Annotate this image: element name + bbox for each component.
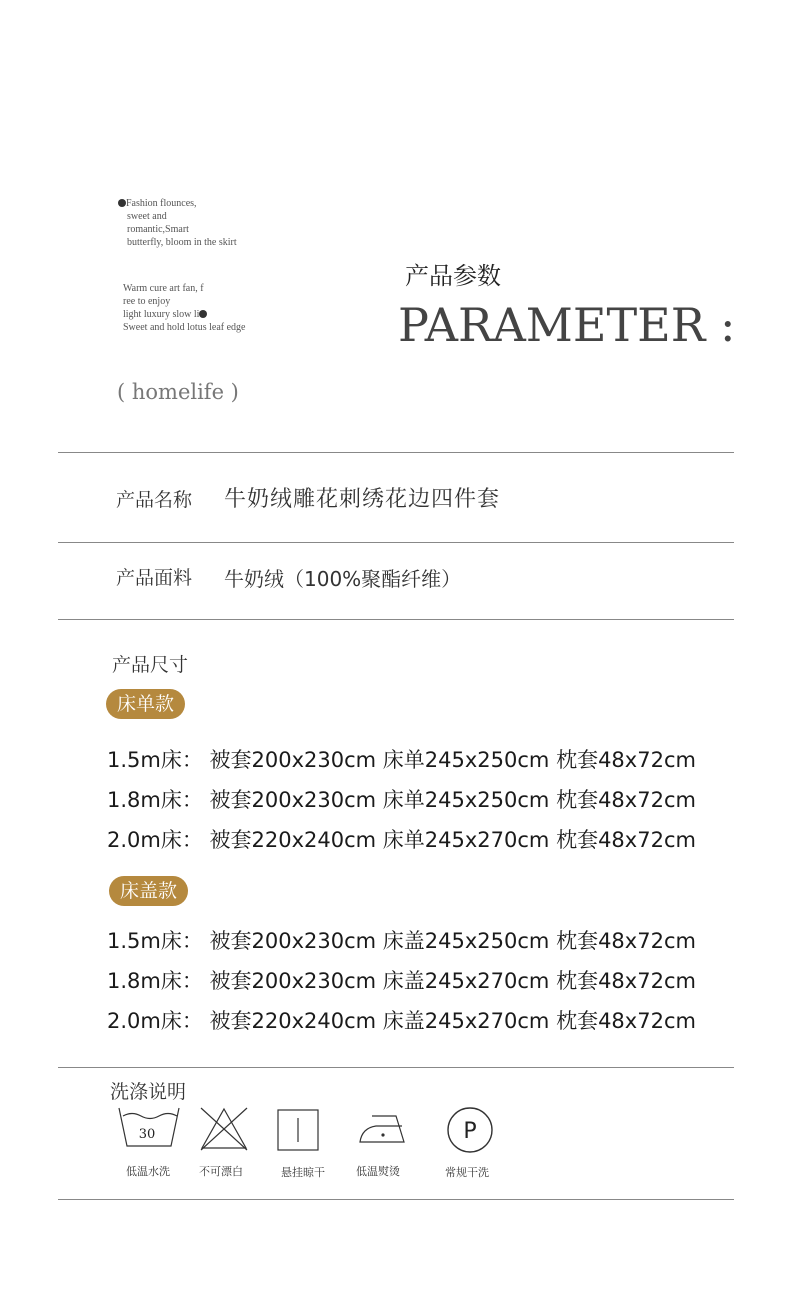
dry-clean-icon bbox=[446, 1106, 494, 1154]
divider bbox=[58, 619, 734, 620]
size-row: 2.0m床： 被套220x240cm 床单245x270cm 枕套48x72cm bbox=[107, 828, 696, 852]
dry-clean-letter: P bbox=[463, 1119, 477, 1144]
product-name-value: 牛奶绒雕花刺绣花边四件套 bbox=[224, 487, 501, 512]
care-item-label: 不可漂白 bbox=[199, 1165, 243, 1178]
size-row: 1.8m床： 被套200x230cm 床单245x250cm 枕套48x72cm bbox=[107, 788, 696, 812]
care-item-label: 常规干洗 bbox=[445, 1166, 489, 1179]
bullet-dot-icon bbox=[118, 199, 126, 207]
brand-name: ( homelife ) bbox=[117, 380, 239, 404]
divider bbox=[58, 1199, 734, 1200]
deco-line: Fashion flounces, bbox=[126, 198, 197, 209]
no-bleach-icon bbox=[199, 1106, 249, 1152]
decorative-text-block-2 bbox=[123, 282, 245, 334]
wash-30-icon bbox=[117, 1106, 181, 1152]
size-row: 2.0m床： 被套220x240cm 床盖245x270cm 枕套48x72cm bbox=[107, 1009, 696, 1033]
sheet-style-tag: 床单款 bbox=[106, 689, 185, 719]
page-title-en: PARAMETER : bbox=[398, 298, 736, 352]
page-title-cn: 产品参数 bbox=[405, 262, 501, 290]
divider bbox=[58, 1067, 734, 1068]
product-name-label: 产品名称 bbox=[116, 489, 193, 511]
low-iron-icon bbox=[358, 1110, 406, 1146]
divider bbox=[58, 452, 734, 453]
decorative-text-block-1 bbox=[118, 197, 237, 249]
product-fabric-label: 产品面料 bbox=[116, 567, 193, 589]
size-row: 1.5m床： 被套200x230cm 床单245x250cm 枕套48x72cm bbox=[107, 748, 696, 772]
cover-style-tag: 床盖款 bbox=[109, 876, 188, 906]
deco-line: butterfly, bloom in the skirt bbox=[127, 237, 237, 248]
care-item-label: 低温水洗 bbox=[126, 1165, 170, 1178]
care-item-label: 悬挂晾干 bbox=[281, 1166, 325, 1179]
size-row: 1.5m床： 被套200x230cm 床盖245x250cm 枕套48x72cm bbox=[107, 929, 696, 953]
care-item-label: 低温熨烫 bbox=[356, 1165, 400, 1178]
deco-line: light luxury slow li bbox=[123, 309, 200, 320]
hang-dry-icon bbox=[277, 1109, 319, 1151]
deco-line: Sweet and hold lotus leaf edge bbox=[123, 322, 246, 333]
deco-line: Warm cure art fan, f bbox=[123, 283, 204, 294]
care-label: 洗涤说明 bbox=[110, 1081, 187, 1103]
product-size-label: 产品尺寸 bbox=[112, 654, 189, 676]
wash-temp-text: 30 bbox=[138, 1127, 156, 1142]
product-fabric-value: 牛奶绒（100%聚酯纤维） bbox=[224, 567, 462, 591]
size-row: 1.8m床： 被套200x230cm 床盖245x270cm 枕套48x72cm bbox=[107, 969, 696, 993]
deco-line: ree to enjoy bbox=[123, 296, 171, 307]
deco-line: romantic,Smart bbox=[127, 224, 189, 235]
deco-line: sweet and bbox=[127, 211, 167, 222]
bullet-dot-icon bbox=[199, 310, 207, 318]
divider bbox=[58, 542, 734, 543]
